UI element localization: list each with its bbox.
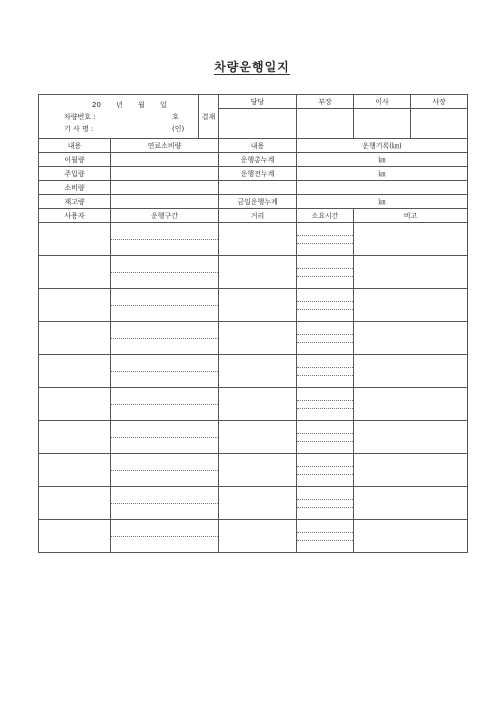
- log-row: [39, 421, 468, 454]
- dotted-rule: [297, 268, 353, 269]
- log-row: [39, 223, 468, 256]
- log-cell-user[interactable]: [39, 223, 111, 256]
- fuel-row-label: 소비량: [39, 181, 111, 195]
- dotted-rule: [297, 334, 353, 335]
- dotted-rule: [297, 466, 353, 467]
- record-row-label: 운행전누계: [219, 167, 297, 181]
- fuel-row-label: 재고량: [39, 195, 111, 209]
- seal-box-director: [354, 109, 411, 139]
- record-col-content: 내용: [219, 139, 297, 153]
- log-cell-user[interactable]: [39, 322, 111, 355]
- year-label: 년: [116, 100, 123, 109]
- log-cell-distance[interactable]: [219, 355, 297, 388]
- dotted-rule: [111, 503, 218, 504]
- log-cell-duration[interactable]: [297, 355, 354, 388]
- driver-label: 기 사 명 :: [64, 124, 94, 133]
- log-col-user: 사용자: [39, 209, 111, 223]
- log-cell-duration[interactable]: [297, 454, 354, 487]
- log-cell-route[interactable]: [111, 388, 219, 421]
- approver-director: 이사: [354, 95, 411, 109]
- log-row: [39, 487, 468, 520]
- log-cell-distance[interactable]: [219, 256, 297, 289]
- log-cell-distance[interactable]: [219, 223, 297, 256]
- dotted-rule: [297, 441, 353, 442]
- log-row: [39, 289, 468, 322]
- day-label: 일: [160, 100, 167, 109]
- log-cell-user[interactable]: [39, 454, 111, 487]
- log-row: [39, 520, 468, 553]
- dotted-rule: [111, 404, 218, 405]
- log-cell-remarks[interactable]: [354, 487, 468, 520]
- log-cell-duration[interactable]: [297, 289, 354, 322]
- log-cell-remarks[interactable]: [354, 421, 468, 454]
- dotted-rule: [297, 235, 353, 236]
- log-row: [39, 322, 468, 355]
- record-row-unit: ㎞: [297, 167, 468, 181]
- date-vehicle-driver-block: [39, 95, 199, 139]
- log-row: [39, 454, 468, 487]
- dotted-rule: [297, 309, 353, 310]
- record-row-unit: [297, 181, 468, 195]
- dotted-rule: [111, 239, 218, 240]
- dotted-rule: [297, 433, 353, 434]
- log-cell-route[interactable]: [111, 322, 219, 355]
- log-cell-duration[interactable]: [297, 388, 354, 421]
- month-label: 월: [138, 100, 145, 109]
- dotted-rule: [297, 342, 353, 343]
- log-cell-user[interactable]: [39, 520, 111, 553]
- vehicle-log-form: [38, 94, 468, 553]
- log-cell-duration[interactable]: [297, 256, 354, 289]
- dotted-rule: [111, 272, 218, 273]
- dotted-rule: [297, 367, 353, 368]
- approval-label: 결재: [199, 95, 219, 139]
- log-cell-distance[interactable]: [219, 487, 297, 520]
- log-cell-distance[interactable]: [219, 388, 297, 421]
- vehicle-no-label: 차량번호 :: [64, 112, 96, 121]
- dotted-rule: [111, 371, 218, 372]
- seal-box-staff: [219, 109, 297, 139]
- log-cell-route[interactable]: [111, 355, 219, 388]
- dotted-rule: [297, 532, 353, 533]
- log-row: [39, 256, 468, 289]
- log-col-distance: 거리: [219, 209, 297, 223]
- log-cell-remarks[interactable]: [354, 256, 468, 289]
- seal-box-manager: [297, 109, 354, 139]
- approver-staff: 담당: [219, 95, 297, 109]
- log-cell-route[interactable]: [111, 454, 219, 487]
- approver-manager: 부장: [297, 95, 354, 109]
- log-cell-remarks[interactable]: [354, 520, 468, 553]
- log-cell-user[interactable]: [39, 256, 111, 289]
- record-row-label: 금일운행누계: [219, 195, 297, 209]
- fuel-row-value: [111, 181, 219, 195]
- dotted-rule: [297, 499, 353, 500]
- log-rows: [39, 223, 468, 553]
- log-cell-route[interactable]: [111, 520, 219, 553]
- vehicle-no-suffix: 호: [172, 112, 179, 121]
- log-cell-user[interactable]: [39, 421, 111, 454]
- log-col-route: 운행구간: [111, 209, 219, 223]
- log-cell-remarks[interactable]: [354, 355, 468, 388]
- record-row-label: [219, 181, 297, 195]
- fuel-row-value: [111, 195, 219, 209]
- log-cell-remarks[interactable]: [354, 223, 468, 256]
- log-cell-duration[interactable]: [297, 487, 354, 520]
- dotted-rule: [297, 540, 353, 541]
- log-cell-duration[interactable]: [297, 520, 354, 553]
- log-row: [39, 355, 468, 388]
- fuel-col-content: 내용: [39, 139, 111, 153]
- log-row: [39, 388, 468, 421]
- seal-box-president: [411, 109, 468, 139]
- record-row-unit: ㎞: [297, 195, 468, 209]
- dotted-rule: [297, 507, 353, 508]
- log-cell-distance[interactable]: [219, 454, 297, 487]
- log-cell-route[interactable]: [111, 223, 219, 256]
- log-cell-duration[interactable]: [297, 322, 354, 355]
- title-underline: [214, 74, 290, 75]
- log-cell-remarks[interactable]: [354, 388, 468, 421]
- log-cell-route[interactable]: [111, 421, 219, 454]
- log-cell-user[interactable]: [39, 289, 111, 322]
- dotted-rule: [297, 243, 353, 244]
- year-prefix: 20: [92, 100, 101, 109]
- fuel-row-value: [111, 153, 219, 167]
- log-cell-user[interactable]: [39, 355, 111, 388]
- vehicle-no-line: [39, 111, 198, 123]
- date-line: [39, 99, 198, 111]
- dotted-rule: [111, 470, 218, 471]
- fuel-row-label: 주입량: [39, 167, 111, 181]
- approver-president: 사장: [411, 95, 468, 109]
- log-cell-route[interactable]: [111, 289, 219, 322]
- log-cell-remarks[interactable]: [354, 454, 468, 487]
- driver-line: [39, 123, 198, 135]
- log-col-duration: 소요시간: [297, 209, 354, 223]
- document-title: 차량운행일지: [214, 60, 290, 74]
- fuel-row-value: [111, 167, 219, 181]
- record-col-km: 운행기록(㎞): [297, 139, 468, 153]
- dotted-rule: [297, 276, 353, 277]
- log-cell-distance[interactable]: [219, 421, 297, 454]
- log-cell-remarks[interactable]: [354, 289, 468, 322]
- log-cell-remarks[interactable]: [354, 322, 468, 355]
- log-cell-distance[interactable]: [219, 289, 297, 322]
- record-row-unit: ㎞: [297, 153, 468, 167]
- log-col-remarks: 비고: [354, 209, 468, 223]
- dotted-rule: [111, 536, 218, 537]
- dotted-rule: [297, 400, 353, 401]
- log-cell-route[interactable]: [111, 487, 219, 520]
- dotted-rule: [297, 375, 353, 376]
- log-cell-distance[interactable]: [219, 322, 297, 355]
- fuel-col-consumption: 연료소비량: [111, 139, 219, 153]
- fuel-row-label: 이월량: [39, 153, 111, 167]
- log-cell-duration[interactable]: [297, 223, 354, 256]
- dotted-rule: [297, 474, 353, 475]
- log-cell-duration[interactable]: [297, 421, 354, 454]
- log-cell-route[interactable]: [111, 256, 219, 289]
- dotted-rule: [111, 305, 218, 306]
- dotted-rule: [111, 437, 218, 438]
- log-cell-distance[interactable]: [219, 520, 297, 553]
- dotted-rule: [111, 338, 218, 339]
- log-cell-user[interactable]: [39, 388, 111, 421]
- dotted-rule: [297, 408, 353, 409]
- driver-seal: (인): [172, 124, 185, 133]
- dotted-rule: [297, 301, 353, 302]
- log-cell-user[interactable]: [39, 487, 111, 520]
- record-row-label: 운행총누계: [219, 153, 297, 167]
